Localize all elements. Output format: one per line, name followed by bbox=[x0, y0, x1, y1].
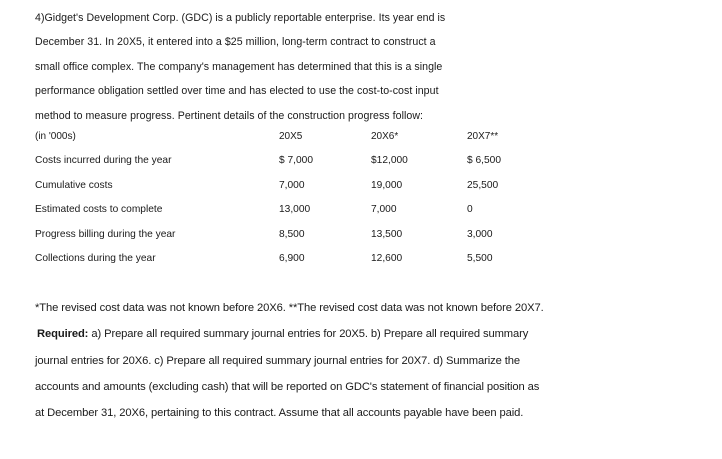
revised-cost-footnote: *The revised cost data was not known before 20X6. **The revised cost data was not known before 20X7. bbox=[35, 302, 544, 314]
problem-intro bbox=[35, 6, 515, 128]
row-label: Cumulative costs bbox=[35, 179, 113, 191]
required-line bbox=[35, 321, 715, 347]
cell-20x7: $ 6,500 bbox=[467, 155, 501, 167]
cell-20x7: 0 bbox=[467, 204, 473, 216]
required-label: Required: bbox=[37, 328, 89, 341]
cell-20x7: 5,500 bbox=[467, 252, 493, 264]
cell-20x6: 7,000 bbox=[371, 204, 397, 216]
row-label: Costs incurred during the year bbox=[35, 155, 172, 167]
cell-20x6: $12,000 bbox=[371, 155, 408, 167]
intro-line: performance obligation settled over time and has elected to use the cost-to-cost input bbox=[35, 85, 439, 98]
required-line: accounts and amounts (excluding cash) that will be reported on GDC's statement of financial position as bbox=[35, 380, 540, 393]
intro-line: method to measure progress. Pertinent details of the construction progress follow: bbox=[35, 109, 424, 122]
header-units: (in '000s) bbox=[35, 131, 76, 142]
cell-20x5: 7,000 bbox=[279, 179, 305, 191]
required-text: a) Prepare all required summary journal entries for 20X5. b) Prepare all required summary bbox=[88, 328, 529, 341]
cell-20x6: 13,500 bbox=[371, 228, 403, 240]
table-row bbox=[35, 223, 515, 247]
table-header-row bbox=[35, 125, 515, 149]
cell-20x7: 25,500 bbox=[467, 179, 499, 191]
row-label: Progress billing during the year bbox=[35, 228, 176, 240]
cell-20x5: $ 7,000 bbox=[279, 155, 313, 167]
table-row bbox=[35, 198, 515, 222]
intro-line: small office complex. The company's management has determined that this is a single bbox=[35, 60, 443, 73]
intro-line: December 31. In 20X5, it entered into a $25 million, long-term contract to construct a bbox=[35, 36, 436, 49]
header-20x6: 20X6* bbox=[371, 131, 399, 142]
cell-20x6: 19,000 bbox=[371, 179, 403, 191]
required-line: at December 31, 20X6, pertaining to this contract. Assume that all accounts payable have been paid. bbox=[35, 407, 524, 420]
cell-20x5: 6,900 bbox=[279, 252, 305, 264]
header-20x7: 20X7** bbox=[467, 131, 499, 142]
table-row bbox=[35, 149, 515, 173]
cell-20x5: 13,000 bbox=[279, 204, 311, 216]
cell-20x7: 3,000 bbox=[467, 228, 493, 240]
construction-progress-table bbox=[35, 125, 515, 271]
cell-20x6: 12,600 bbox=[371, 252, 403, 264]
cell-20x5: 8,500 bbox=[279, 228, 305, 240]
table-row bbox=[35, 174, 515, 198]
required-line: journal entries for 20X6. c) Prepare all required summary journal entries for 20X7. d) Summarize the bbox=[35, 354, 520, 367]
row-label: Collections during the year bbox=[35, 252, 156, 264]
requirements-section bbox=[35, 295, 715, 426]
table-row bbox=[35, 247, 515, 271]
header-20x5: 20X5 bbox=[279, 131, 303, 142]
row-label: Estimated costs to complete bbox=[35, 204, 163, 216]
intro-line: 4)Gidget's Development Corp. (GDC) is a publicly reportable enterprise. Its year end is bbox=[35, 12, 446, 24]
